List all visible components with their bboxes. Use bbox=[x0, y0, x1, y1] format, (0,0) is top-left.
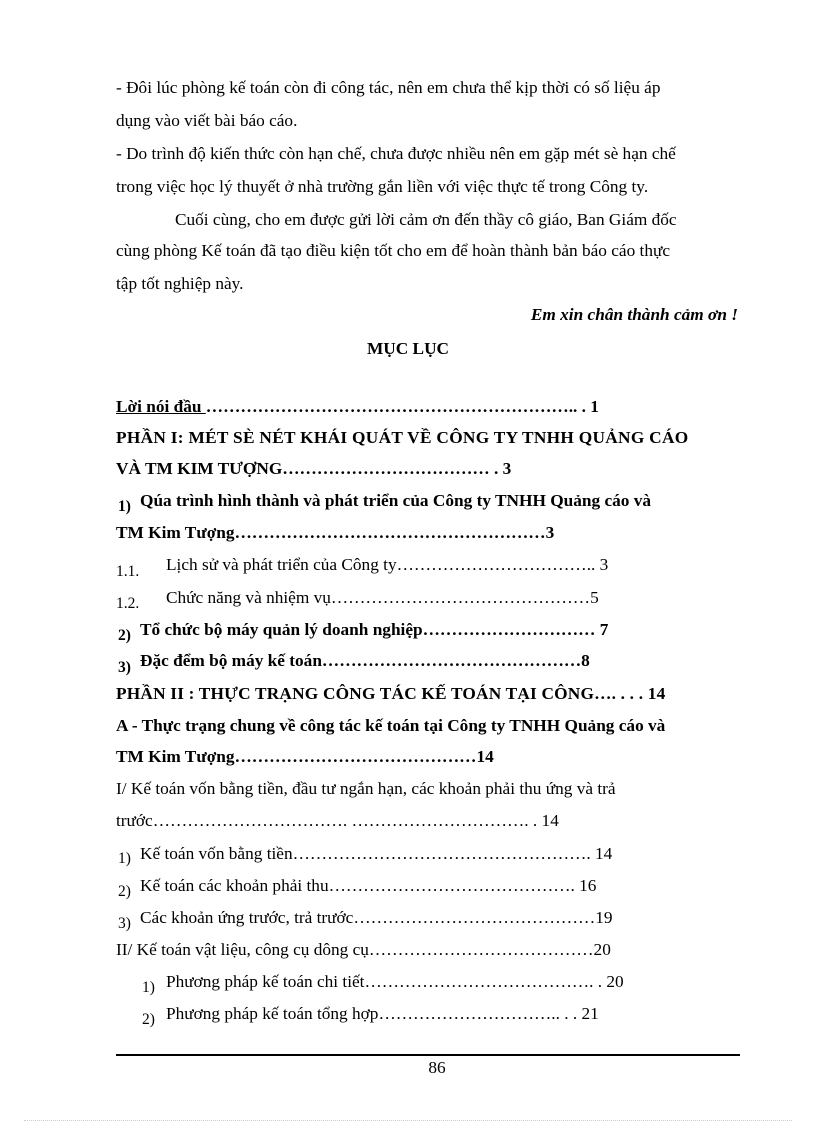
toc-s11-text: Lịch sử và phát triển của Công ty…………………………….. 3 bbox=[166, 555, 609, 574]
page-number: 86 bbox=[428, 1058, 446, 1077]
toc-ii1-num: 1) bbox=[142, 979, 155, 996]
closing-line3: tập tốt nghiệp này. bbox=[116, 274, 244, 293]
bullet2-line1: - Do trình độ kiến thức còn hạn chế, chưa được nhiều nên em gặp mét sè hạn chế bbox=[116, 144, 676, 163]
toc-s12-num: 1.2. bbox=[116, 595, 140, 612]
bullet1-line2: dụng vào viết bài báo cáo. bbox=[116, 111, 298, 130]
toc-s2-text: Tổ chức bộ máy quản lý doanh nghiệp………………………… 7 bbox=[140, 620, 609, 639]
toc-s12-text: Chức năng và nhiệm vụ………………………………………5 bbox=[166, 588, 599, 607]
toc-intro-page: ……………………………………………………….. . 1 bbox=[205, 397, 599, 416]
toc-s1-line1: Qúa trình hình thành và phát triển của Công ty TNHH Quảng cáo và bbox=[140, 491, 652, 510]
toc-i3-num: 3) bbox=[118, 915, 131, 932]
toc-ii-line: II/ Kế toán vật liệu, công cụ dông cụ…………………………………20 bbox=[116, 940, 611, 959]
bullet2-line2: trong việc học lý thuyết ở nhà trường gắn liền với việc thực tế trong Công ty. bbox=[116, 177, 649, 196]
toc-part1-line1: PHẦN I: MÉT SÈ NÉT KHÁI QUÁT VỀ CÔNG TY TNHH QUẢNG CÁO bbox=[116, 428, 689, 447]
footer-rule bbox=[116, 1054, 740, 1056]
thanks-line: Em xin chân thành cảm ơn ! bbox=[530, 305, 738, 324]
toc-part2: PHẦN II : THỰC TRẠNG CÔNG TÁC KẾ TOÁN TẠI CÔNG…. . . . 14 bbox=[116, 684, 666, 703]
closing-line1: Cuối cùng, cho em được gửi lời cảm ơn đến thầy cô giáo, Ban Giám đốc bbox=[175, 210, 677, 229]
toc-intro bbox=[116, 396, 599, 418]
toc-s1-num: 1) bbox=[118, 498, 131, 515]
toc-i3-text: Các khoản ứng trước, trả trước……………………………………19 bbox=[140, 908, 613, 927]
toc-intro-label: Lời nói đầu bbox=[116, 397, 206, 416]
toc-ii2-text: Phương pháp kế toán tổng hợp………………………….. . . 21 bbox=[166, 1004, 599, 1023]
toc-s3-num: 3) bbox=[118, 659, 131, 676]
toc-i2-text: Kế toán các khoản phải thu……………………………………. 16 bbox=[140, 876, 597, 895]
toc-part1-line2: VÀ TM KIM TƯỢNG……………………………… . 3 bbox=[116, 459, 512, 478]
toc-i-line1: I/ Kế toán vốn bằng tiền, đầu tư ngắn hạn, các khoản phải thu ứng và trả bbox=[116, 779, 616, 798]
toc-s3-text: Đặc đểm bộ máy kế toán………………………………………8 bbox=[140, 651, 590, 670]
bullet1-line1: - Đôi lúc phòng kế toán còn đi công tác, nên em chưa thể kịp thời có số liệu áp bbox=[116, 78, 661, 97]
toc-title: MỤC LỤC bbox=[366, 339, 450, 358]
toc-s2-num: 2) bbox=[118, 627, 131, 644]
toc-ii2-num: 2) bbox=[142, 1011, 155, 1028]
toc-s1-line2: TM Kim Tượng………………………………………………3 bbox=[116, 523, 555, 542]
toc-a-line1: A - Thực trạng chung về công tác kế toán tại Công ty TNHH Quảng cáo và bbox=[116, 716, 666, 735]
closing-line2: cùng phòng Kế toán đã tạo điều kiện tốt cho em để hoàn thành bản báo cáo thực bbox=[116, 241, 671, 260]
toc-s11-num: 1.1. bbox=[116, 563, 140, 580]
toc-i1-num: 1) bbox=[118, 850, 131, 867]
toc-i-line2: trước……………………………. …………………………. . 14 bbox=[116, 811, 559, 830]
toc-i1-text: Kế toán vốn bằng tiền……………………………………………. 14 bbox=[140, 844, 613, 863]
page-bottom-border bbox=[24, 1120, 792, 1121]
toc-a-line2: TM Kim Tượng……………………………………14 bbox=[116, 747, 494, 766]
toc-ii1-text: Phương pháp kế toán chi tiết…………………………………. . 20 bbox=[166, 972, 624, 991]
toc-i2-num: 2) bbox=[118, 883, 131, 900]
